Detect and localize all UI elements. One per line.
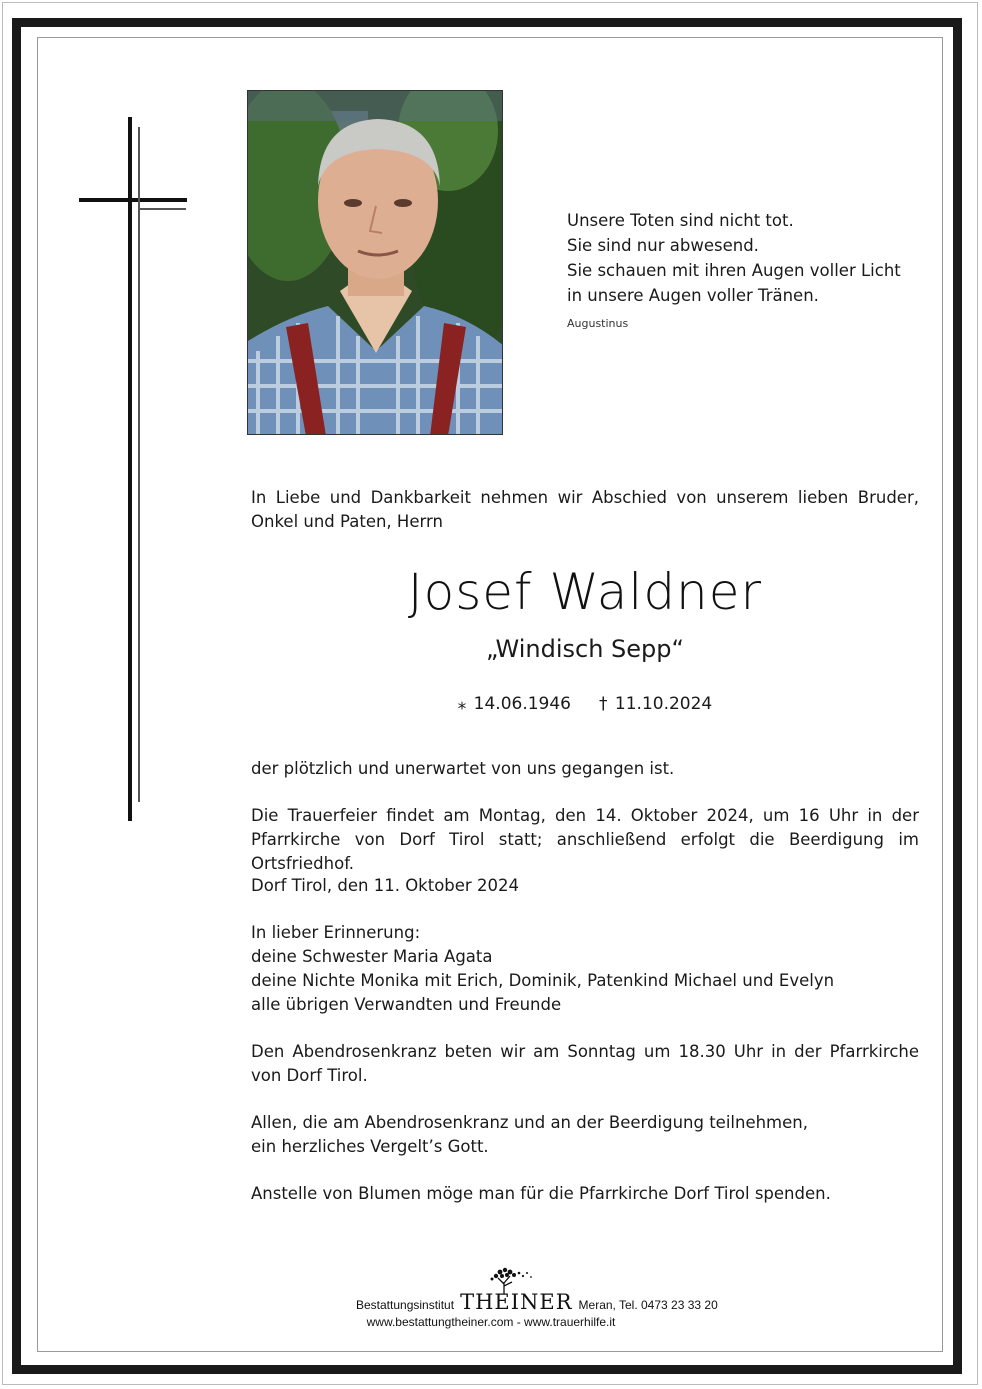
birth-date: ⁎ 14.06.1946 xyxy=(457,694,571,714)
mourners-line: deine Schwester Maria Agata xyxy=(251,947,493,966)
mourners-line: alle übrigen Verwandten und Freunde xyxy=(251,995,562,1014)
mourners-line: In lieber Erinnerung: xyxy=(251,923,421,942)
deceased-name: Josef Waldner xyxy=(407,563,763,621)
quote-line: Sie schauen mit ihren Augen voller Licht xyxy=(567,261,901,280)
quote-author: Augustinus xyxy=(567,317,629,330)
funeral-home-contact: Meran, Tel. 0473 23 33 20 xyxy=(578,1298,718,1312)
life-dates xyxy=(251,694,919,714)
mourners-list xyxy=(251,921,919,1017)
nickname: „Windisch Sepp“ xyxy=(486,635,684,663)
funeral-home-line xyxy=(356,1292,718,1312)
quote-line: Sie sind nur abwesend. xyxy=(567,236,759,255)
place-date: Dorf Tirol, den 11. Oktober 2024 xyxy=(251,876,519,895)
thanks-line: Allen, die am Abendrosenkranz und an der Beerdigung teilnehmen, xyxy=(251,1113,808,1132)
funeral-home-websites: www.bestattungtheiner.com - www.trauerhilfe.it xyxy=(366,1315,616,1329)
mourners-line: deine Nichte Monika mit Erich, Dominik, Patenkind Michael und Evelyn xyxy=(251,971,835,990)
funeral-text: Die Trauerfeier findet am Montag, den 14. Oktober 2024, um 16 Uhr in der Pfarrkirche von Dorf Tirol statt; anschließend erfolgt die Beerdigung im Ortsfriedhof. xyxy=(251,806,919,873)
rosary-text: Den Abendrosenkranz beten wir am Sonntag um 18.30 Uhr in der Pfarrkirche von Dorf Tirol. xyxy=(251,1042,919,1085)
logo-text: THEINER xyxy=(460,1290,573,1314)
quote-line: Unsere Toten sind nicht tot. xyxy=(567,211,794,230)
tree-icon xyxy=(486,1266,536,1294)
flowers-text: Anstelle von Blumen möge man für die Pfarrkirche Dorf Tirol spenden. xyxy=(251,1184,831,1203)
intro-text: In Liebe und Dankbarkeit nehmen wir Abschied von unserem lieben Bruder, Onkel und Paten, Herrn xyxy=(251,488,919,531)
passing-text: der plötzlich und unerwartet von uns gegangen ist. xyxy=(251,759,675,778)
portrait-photo xyxy=(247,90,503,435)
funeral-home-prefix: Bestattungsinstitut xyxy=(356,1298,455,1312)
quote xyxy=(567,208,901,308)
quote-line: in unsere Augen voller Tränen. xyxy=(567,286,819,305)
theiner-logo xyxy=(460,1292,572,1312)
thanks-text xyxy=(251,1111,919,1159)
thanks-line: ein herzliches Vergelt’s Gott. xyxy=(251,1137,489,1156)
death-date: † 11.10.2024 xyxy=(599,694,713,714)
